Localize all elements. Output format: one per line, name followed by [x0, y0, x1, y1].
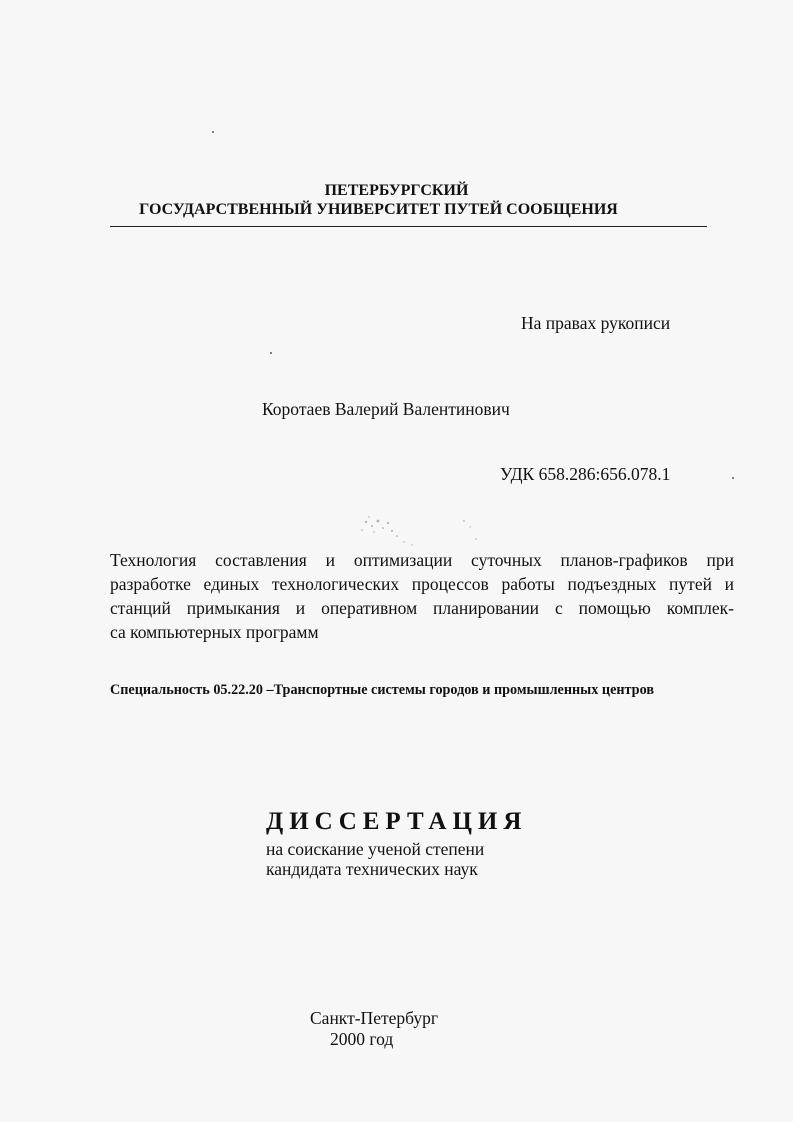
udc-code: УДК 658.286:656.078.1 — [500, 464, 671, 484]
scan-speck — [270, 352, 272, 354]
dissertation-heading: ДИССЕРТАЦИЯ — [266, 808, 528, 835]
scan-speck — [732, 477, 734, 479]
university-name-line-1: ПЕТЕРБУРГСКИЙ — [324, 182, 469, 199]
topic-line: станций примыкания и оперативном планировании с помощью комплек- — [110, 598, 734, 618]
author-name: Коротаев Валерий Валентинович — [262, 399, 510, 419]
topic-line: разработке единых технологических процессов работы подъездных путей и — [110, 574, 734, 594]
scan-speck — [212, 131, 214, 133]
city: Санкт-Петербург — [310, 1008, 439, 1028]
topic-line: са компьютерных программ — [110, 622, 319, 642]
degree-line-2: кандидата технических наук — [266, 859, 478, 879]
header-divider — [110, 226, 707, 227]
university-name-line-2: ГОСУДАРСТВЕННЫЙ УНИВЕРСИТЕТ ПУТЕЙ СООБЩЕНИЯ — [139, 201, 618, 218]
manuscript-note: На правах рукописи — [521, 313, 671, 333]
dissertation-topic — [110, 548, 734, 644]
specialty-line: Специальность 05.22.20 –Транспортные системы городов и промышленных центров — [110, 682, 654, 698]
topic-line: Технология составления и оптимизации суточных планов-графиков при — [110, 550, 734, 570]
degree-line-1: на соискание ученой степени — [266, 839, 485, 859]
year: 2000 год — [330, 1029, 394, 1049]
